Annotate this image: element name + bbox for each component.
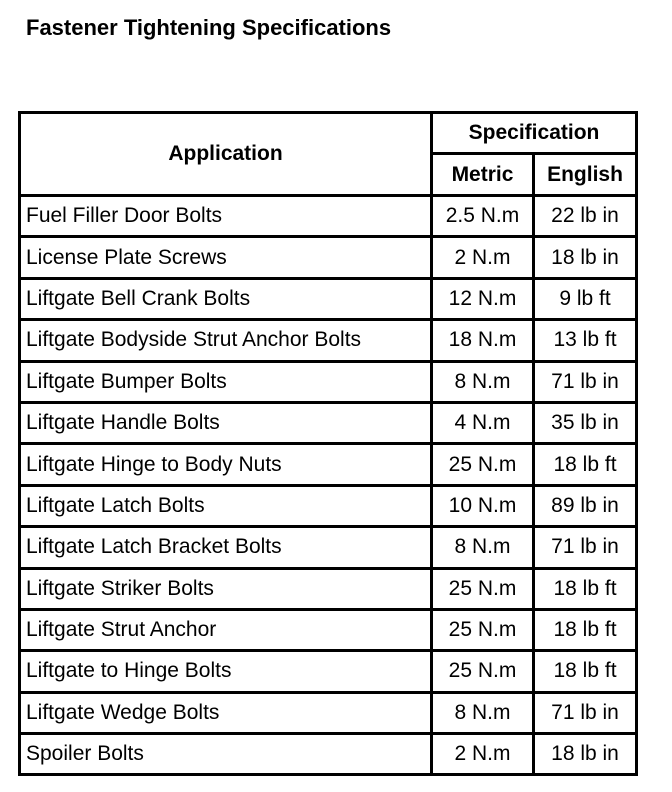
- table-row: [20, 692, 637, 733]
- english-value-cell: 89 lb in: [534, 485, 637, 526]
- table-row: [20, 485, 637, 526]
- table-body: [20, 196, 637, 775]
- table-row: [20, 196, 637, 237]
- metric-value-cell: 12 N.m: [432, 278, 534, 319]
- metric-value-cell: 2 N.m: [432, 237, 534, 278]
- application-cell: Liftgate Hinge to Body Nuts: [20, 444, 432, 485]
- application-cell: Liftgate Bell Crank Bolts: [20, 278, 432, 319]
- table-row: [20, 609, 637, 650]
- english-value-cell: 22 lb in: [534, 196, 637, 237]
- application-cell: Liftgate Wedge Bolts: [20, 692, 432, 733]
- table-row: [20, 278, 637, 319]
- table-row: [20, 568, 637, 609]
- table-header: [20, 113, 637, 196]
- metric-value-cell: 2.5 N.m: [432, 196, 534, 237]
- metric-value-cell: 8 N.m: [432, 527, 534, 568]
- application-cell: Liftgate Latch Bolts: [20, 485, 432, 526]
- header-english: English: [534, 154, 637, 196]
- metric-value-cell: 25 N.m: [432, 568, 534, 609]
- application-cell: Fuel Filler Door Bolts: [20, 196, 432, 237]
- metric-value-cell: 25 N.m: [432, 651, 534, 692]
- english-value-cell: 9 lb ft: [534, 278, 637, 319]
- table-row: [20, 237, 637, 278]
- english-value-cell: 18 lb in: [534, 734, 637, 775]
- application-cell: Spoiler Bolts: [20, 734, 432, 775]
- english-value-cell: 18 lb ft: [534, 444, 637, 485]
- english-value-cell: 71 lb in: [534, 527, 637, 568]
- header-row-top: [20, 113, 637, 154]
- header-application: Application: [20, 113, 432, 196]
- metric-value-cell: 18 N.m: [432, 320, 534, 361]
- header-specification: Specification: [432, 113, 637, 154]
- application-cell: Liftgate Latch Bracket Bolts: [20, 527, 432, 568]
- english-value-cell: 71 lb in: [534, 692, 637, 733]
- table-row: [20, 361, 637, 402]
- page-title: Fastener Tightening Specifications: [26, 15, 392, 40]
- application-cell: Liftgate Bodyside Strut Anchor Bolts: [20, 320, 432, 361]
- application-cell: License Plate Screws: [20, 237, 432, 278]
- specifications-table: [18, 111, 638, 776]
- english-value-cell: 18 lb ft: [534, 651, 637, 692]
- table-row: [20, 651, 637, 692]
- application-cell: Liftgate Handle Bolts: [20, 402, 432, 443]
- application-cell: Liftgate to Hinge Bolts: [20, 651, 432, 692]
- metric-value-cell: 8 N.m: [432, 692, 534, 733]
- english-value-cell: 18 lb in: [534, 237, 637, 278]
- english-value-cell: 18 lb ft: [534, 609, 637, 650]
- application-cell: Liftgate Striker Bolts: [20, 568, 432, 609]
- table-row: [20, 320, 637, 361]
- english-value-cell: 35 lb in: [534, 402, 637, 443]
- table-row: [20, 527, 637, 568]
- application-cell: Liftgate Strut Anchor: [20, 609, 432, 650]
- english-value-cell: 18 lb ft: [534, 568, 637, 609]
- application-cell: Liftgate Bumper Bolts: [20, 361, 432, 402]
- metric-value-cell: 25 N.m: [432, 609, 534, 650]
- metric-value-cell: 8 N.m: [432, 361, 534, 402]
- metric-value-cell: 4 N.m: [432, 402, 534, 443]
- table-row: [20, 734, 637, 775]
- metric-value-cell: 10 N.m: [432, 485, 534, 526]
- table-row: [20, 402, 637, 443]
- english-value-cell: 71 lb in: [534, 361, 637, 402]
- header-metric: Metric: [432, 154, 534, 196]
- english-value-cell: 13 lb ft: [534, 320, 637, 361]
- metric-value-cell: 25 N.m: [432, 444, 534, 485]
- table-row: [20, 444, 637, 485]
- metric-value-cell: 2 N.m: [432, 734, 534, 775]
